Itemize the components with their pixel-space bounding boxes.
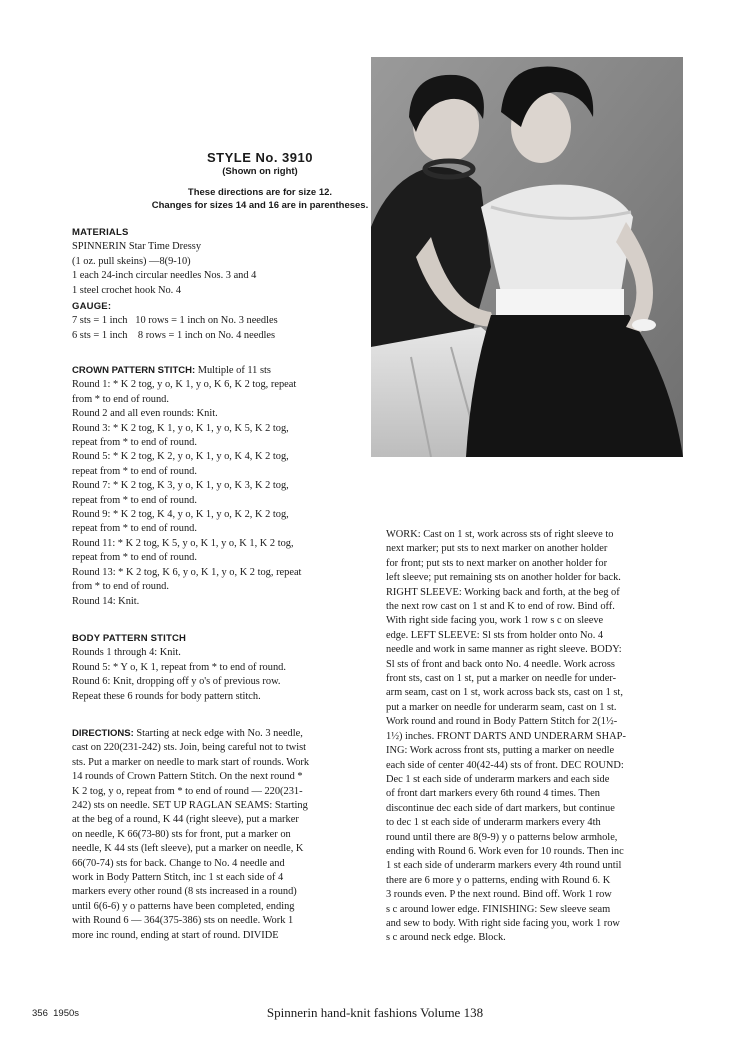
right-line: ending with Round 6. Work even for 10 rounds. Then inc [386, 845, 624, 857]
right-line: to dec 1 st each side of underarm markers every 4th [386, 817, 601, 829]
right-line: each side of center 40(42-44) sts of front. DEC ROUND: [386, 759, 624, 771]
size-note-line: These directions are for size 12. [187, 187, 333, 198]
materials-line: SPINNERIN Star Time Dressy [72, 241, 202, 253]
right-line: 1 st each side of underarm markers every 4th round until [386, 860, 622, 872]
directions-line: until 6(6-6) y o patterns have been completed, ending [72, 900, 295, 912]
right-line: and sew to body. With right side facing you, work 1 row [386, 917, 620, 929]
directions-line: more inc round, ending at start of round. DIVIDE [72, 929, 279, 941]
crown-line: repeat from * to end of round. [72, 437, 197, 449]
crown-line: Round 2 and all even rounds: Knit. [72, 408, 218, 420]
directions-line: 66(70-74) sts for back. Change to No. 4 needle and [72, 857, 285, 869]
right-line: RIGHT SLEEVE: Working back and forth, at the beg of [386, 586, 620, 598]
right-line: round until there are 8(9-9) y o patterns below armhole, [386, 831, 618, 843]
body-line: Rounds 1 through 4: Knit. [72, 647, 181, 659]
gauge-line: 7 sts = 1 inch 10 rows = 1 inch on No. 3 needles [72, 315, 278, 327]
crown-line: repeat from * to end of round. [72, 465, 197, 477]
style-number: STYLE No. 3910 [207, 150, 313, 165]
materials-line: 1 each 24-inch circular needles Nos. 3 and 4 [72, 270, 257, 282]
body-pattern-section [72, 632, 368, 704]
publication-title: Spinnerin hand-knit fashions Volume 138 [266, 1005, 484, 1020]
shown-on-note: (Shown on right) [222, 166, 298, 177]
right-line: s c around lower edge. FINISHING: Sew sleeve seam [386, 903, 611, 915]
right-line: 1½) inches. FRONT DARTS AND UNDERARM SHAP- [386, 730, 626, 742]
directions-line: markers every other round (8 sts increased in a round) [72, 886, 297, 898]
directions-line: work in Body Pattern Stitch, inc 1 st each side of 4 [72, 872, 284, 884]
right-line: left sleeve; put remaining sts on another holder for back. [386, 572, 621, 584]
right-line: next marker; put sts to next marker on another holder [386, 543, 608, 555]
right-line: 3 rounds even. P the next round. Bind off. Work 1 row [386, 889, 612, 901]
size-note [100, 186, 420, 212]
materials-section [72, 226, 368, 343]
right-line: s c around neck edge. Block. [386, 932, 506, 944]
directions-line: on needle, K 66(73-80) sts for front, put a marker on [72, 828, 291, 840]
directions-line: needle, K 44 sts (left sleeve), put a marker on needle, K [72, 843, 304, 855]
body-header: BODY PATTERN STITCH [72, 633, 187, 644]
crown-line: Round 1: * K 2 tog, y o, K 1, y o, K 6, K 2 tog, repeat [72, 379, 297, 391]
crown-line: repeat from * to end of round. [72, 552, 197, 564]
crown-line: repeat from * to end of round. [72, 523, 197, 535]
materials-header: MATERIALS [72, 227, 129, 238]
directions-header: DIRECTIONS: [72, 728, 134, 739]
decade-label: 1950s [53, 1008, 80, 1019]
crown-line: Round 14: Knit. [72, 595, 140, 607]
crown-line: from * to end of round. [72, 393, 169, 405]
directions-section [72, 727, 368, 943]
right-line: the next row cast on 1 st and K to end of row. Bind off. [386, 601, 615, 613]
right-line: Work round and round in Body Pattern Stitch for 2(1½- [386, 716, 618, 728]
right-line: there are 6 more y o patterns, ending with Round 6. K [386, 874, 611, 886]
right-line: discontinue dec each side of dart markers, but continue [386, 802, 615, 814]
body-line: Repeat these 6 rounds for body pattern stitch. [72, 690, 261, 702]
crown-line: from * to end of round. [72, 581, 169, 593]
gauge-header: GAUGE: [72, 301, 112, 313]
right-line: edge. LEFT SLEEVE: Sl sts from holder onto No. 4 [386, 629, 604, 641]
crown-line: Round 9: * K 2 tog, K 4, y o, K 1, y o, K 2, K 2 tog, [72, 509, 289, 521]
right-column-section [386, 528, 682, 946]
directions-line: Starting at neck edge with No. 3 needle, [133, 728, 303, 739]
directions-line: 242) sts on needle. SET UP RAGLAN SEAMS: Starting [72, 800, 308, 812]
size-note-line: Changes for sizes 14 and 16 are in parentheses. [151, 200, 369, 211]
directions-line: at the beg of a round, K 44 (right sleeve), put a marker [72, 814, 299, 826]
directions-line: cast on 220(231-242) sts. Join, being careful not to twist [72, 742, 307, 754]
right-line: Dec 1 st each side of underarm markers and each side [386, 773, 610, 785]
right-line: for front; put sts to next marker on another holder for [386, 557, 608, 569]
two-women-photo-icon [371, 57, 683, 457]
right-line: put a marker on needle for underarm seam, cast on 1 st. [386, 701, 617, 713]
gauge-line: 6 sts = 1 inch 8 rows = 1 inch on No. 4 needles [72, 329, 276, 341]
fashion-photo [371, 57, 683, 457]
right-line: arm seam, cast on 1 st, work across back sts, cast on 1 st, [386, 687, 623, 699]
crown-line: Round 11: * K 2 tog, K 5, y o, K 1, y o, K 1, K 2 tog, [72, 537, 294, 549]
crown-line: Round 7: * K 2 tog, K 3, y o, K 1, y o, K 3, K 2 tog, [72, 480, 289, 492]
page-number: 356 [32, 1008, 48, 1019]
body-line: Round 5: * Y o, K 1, repeat from * to end of round. [72, 661, 286, 673]
crown-header-rest: Multiple of 11 sts [195, 365, 271, 376]
crown-pattern-section [72, 364, 368, 609]
crown-line: Round 5: * K 2 tog, K 2, y o, K 1, y o, K 4, K 2 tog, [72, 451, 289, 463]
materials-line: (1 oz. pull skeins) —8(9-10) [72, 255, 191, 267]
right-line: Sl sts of front and back onto No. 4 needle. Work across [386, 658, 615, 670]
right-line: ING: Work across front sts, putting a marker on needle [386, 745, 615, 757]
body-line: Round 6: Knit, dropping off y o's of previous row. [72, 676, 281, 688]
right-line: front sts, cast on 1 st, put a marker on needle for under- [386, 673, 617, 685]
directions-line: sts. Put a marker on needle to mark start of rounds. Work [72, 756, 310, 768]
directions-line: with Round 6 — 364(375-386) sts on needle. Work 1 [72, 915, 294, 927]
materials-line: 1 steel crochet hook No. 4 [72, 284, 182, 296]
crown-line: Round 3: * K 2 tog, K 1, y o, K 1, y o, K 5, K 2 tog, [72, 422, 289, 434]
crown-header: CROWN PATTERN STITCH: [72, 365, 196, 376]
crown-line: Round 13: * K 2 tog, K 6, y o, K 1, y o, K 2 tog, repeat [72, 566, 302, 578]
right-line: of front dart markers every 6th round 4 times. Then [386, 788, 600, 800]
right-line: With right side facing you, work 1 row s c on sleeve [386, 615, 604, 627]
right-line: WORK: Cast on 1 st, work across sts of right sleeve to [386, 529, 614, 540]
directions-line: K 2 tog, y o, repeat from * to end of round — 220(231- [72, 785, 303, 797]
crown-line: repeat from * to end of round. [72, 494, 197, 506]
right-line: needle and work in same manner as right sleeve. BODY: [386, 644, 622, 656]
directions-line: 14 rounds of Crown Pattern Stitch. On the next round * [72, 771, 303, 783]
